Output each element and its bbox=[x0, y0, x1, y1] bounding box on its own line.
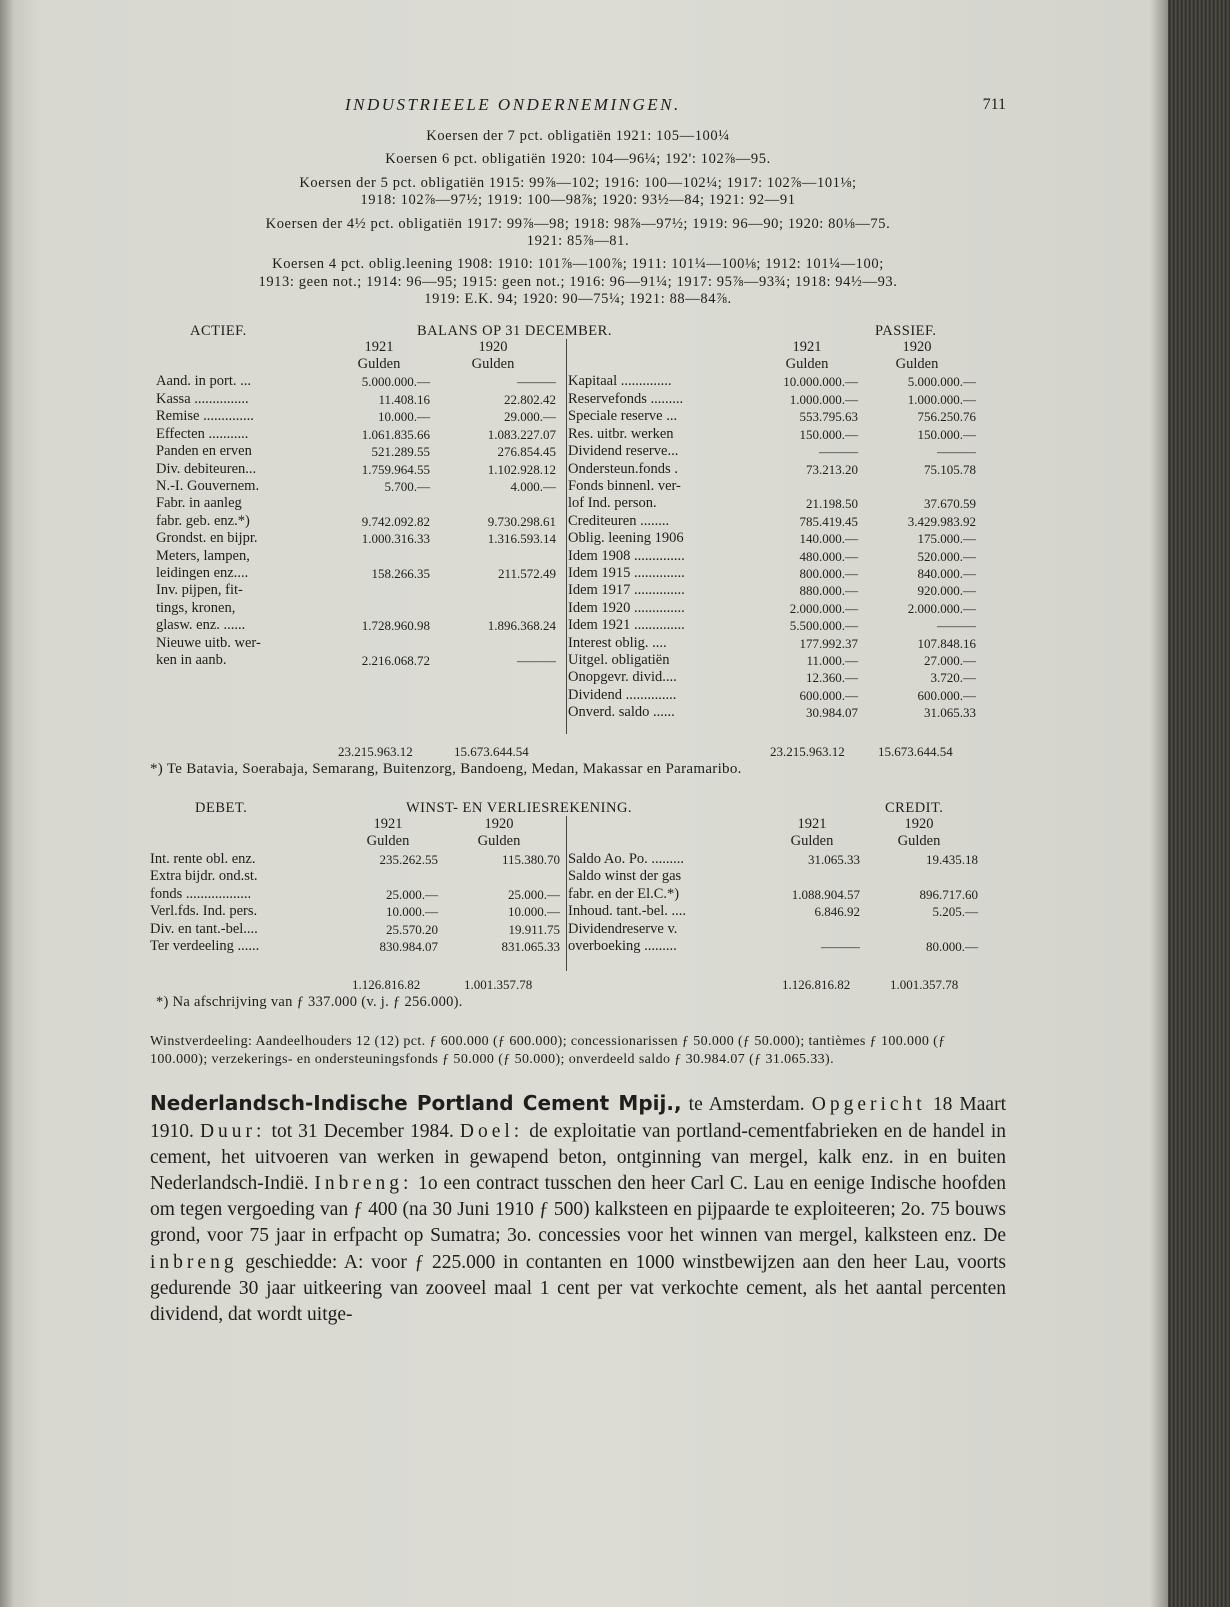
value-1921: 10.000.— bbox=[378, 409, 430, 425]
winst-headings bbox=[150, 800, 1006, 816]
value-1920 bbox=[860, 921, 978, 938]
inbreng2-label: inbreng bbox=[150, 1251, 238, 1273]
value-1920: 1.102.928.12 bbox=[487, 461, 556, 477]
value-1921: ——— bbox=[821, 938, 860, 954]
row-label: ken in aanb. bbox=[156, 651, 227, 668]
passief-row bbox=[568, 530, 976, 547]
value-1920: 2.000.000.— bbox=[907, 600, 976, 616]
row-label: Idem 1921 .............. bbox=[568, 617, 685, 634]
row-label: Crediteuren ........ bbox=[568, 512, 670, 529]
row-label: Dividend reserve... bbox=[568, 443, 679, 460]
value-1921: 1.000.000.— bbox=[789, 391, 858, 407]
currency-label: Gulden bbox=[366, 833, 410, 850]
year-1920: 1920 bbox=[478, 338, 508, 355]
value-1920: 31.065.33 bbox=[924, 705, 976, 721]
total-actief-1921: 23.215.963.12 bbox=[338, 743, 413, 759]
value-1920: 27.000.— bbox=[924, 652, 976, 668]
credit-rows bbox=[568, 851, 978, 955]
row-label: Grondst. en bijpr. bbox=[156, 530, 258, 547]
row-label: Saldo winst der gas bbox=[568, 868, 682, 885]
value-1921: 21.198.50 bbox=[806, 496, 858, 512]
year-1921: 1921 bbox=[797, 816, 827, 833]
passief-row bbox=[568, 478, 976, 495]
column-divider bbox=[566, 339, 567, 734]
passief-row bbox=[568, 426, 976, 443]
value-1921: 2.000.000.— bbox=[789, 600, 858, 616]
column-divider bbox=[566, 816, 567, 971]
row-label: Meters, lampen, bbox=[156, 547, 250, 564]
year-1920: 1920 bbox=[484, 816, 514, 833]
koersen-line: Koersen der 5 pct. obligatiën 1915: 99⅞—102; 1916: 100—102¼; 1917: 102⅞—101⅛; 1918: 102⅞—97½; 1919: 100—98⅞; 1920: 93½—84; 1921: 92—91 bbox=[299, 174, 857, 209]
value-1920: ——— bbox=[937, 618, 976, 634]
value-1920: 5.205.— bbox=[932, 904, 978, 920]
value-1920: 175.000.— bbox=[917, 531, 976, 547]
debet-side bbox=[150, 816, 560, 955]
debet-table bbox=[150, 816, 560, 955]
inbreng-text: 1o een contract tusschen den heer Carl C. Lau en eenige Indische hoofden om tegen vergoeding van ƒ 400 (na 30 Juni 1910 ƒ 500) kalksteen en pijpaarde te exploiteeren; 2o. 75 bouws grond, voor 75 jaar in erfpacht op Sumatra; 3o. concessies voor het winnen van mergel, kalksteen enz. De bbox=[150, 1173, 1006, 1247]
row-label: Aand. in port. ... bbox=[156, 373, 252, 390]
value-1921: 9.742.092.82 bbox=[361, 513, 430, 529]
value-1921 bbox=[328, 495, 430, 512]
row-label: Remise .............. bbox=[156, 408, 254, 425]
value-1921: 800.000.— bbox=[799, 565, 858, 581]
balans-footnote: *) Te Batavia, Soerabaja, Semarang, Buitenzorg, Bandoeng, Medan, Makassar en Paramaribo. bbox=[150, 760, 742, 777]
balans-totals bbox=[150, 743, 1006, 761]
row-label: Res. uitbr. werken bbox=[568, 425, 674, 442]
book-binding bbox=[1168, 0, 1230, 1607]
value-1920: 1.316.593.14 bbox=[487, 531, 556, 547]
value-1921: 235.262.55 bbox=[379, 851, 438, 867]
row-label: Oblig. leening 1906 bbox=[568, 530, 684, 547]
actief-row bbox=[156, 461, 556, 478]
page-header bbox=[150, 92, 1006, 128]
total-debet-1920: 1.001.357.78 bbox=[464, 977, 533, 993]
value-1920: 1.083.227.07 bbox=[487, 426, 556, 442]
actief-row bbox=[156, 600, 556, 617]
doel-label: Doel: bbox=[459, 1120, 524, 1142]
value-1920: 115.380.70 bbox=[501, 851, 560, 867]
value-1921 bbox=[756, 478, 858, 495]
passief-row bbox=[568, 461, 976, 478]
row-label: Uitgel. obligatiën bbox=[568, 651, 670, 668]
total-credit-1920: 1.001.357.78 bbox=[890, 977, 959, 993]
passief-heading: PASSIEF. bbox=[875, 322, 937, 339]
value-1920: ——— bbox=[517, 374, 556, 390]
inbreng2-text: geschiedde: A: voor ƒ 225.000 in contanten en 1000 winstbewijzen aan den heer Lau, voorts gedurende 30 jaar uitkeering van zooveel maal 1 cent per vat verkochte cement, als het aantal percenten dividend, dat wordt uitge- bbox=[150, 1251, 1006, 1326]
value-1920: 600.000.— bbox=[917, 687, 976, 703]
row-label: Nieuwe uitb. wer- bbox=[156, 634, 261, 651]
value-1921 bbox=[328, 548, 430, 565]
value-1921: 11.408.16 bbox=[378, 391, 430, 407]
passief-row bbox=[568, 443, 976, 460]
year-1921: 1921 bbox=[364, 338, 394, 355]
debet-row bbox=[150, 868, 560, 885]
value-1920: 4.000.— bbox=[510, 478, 556, 494]
row-label: Extra bijdr. ond.st. bbox=[150, 868, 258, 885]
inbreng-label: Inbreng: bbox=[314, 1173, 413, 1195]
actief-heading: ACTIEF. bbox=[190, 322, 247, 339]
currency-label: Gulden bbox=[897, 833, 941, 850]
row-label: Ondersteun.fonds . bbox=[568, 460, 678, 477]
credit-row bbox=[568, 903, 978, 920]
value-1920: 756.250.76 bbox=[917, 409, 976, 425]
duur-text: tot 31 December 1984. bbox=[265, 1120, 460, 1142]
value-1920: 1.896.368.24 bbox=[487, 618, 556, 634]
value-1921: 177.992.37 bbox=[799, 635, 858, 651]
passief-row bbox=[568, 669, 976, 686]
balans-title: BALANS OP 31 DECEMBER. bbox=[417, 322, 612, 339]
row-label: fabr. geb. enz.*) bbox=[156, 512, 250, 529]
actief-row bbox=[156, 617, 556, 634]
value-1921: 25.570.20 bbox=[386, 921, 438, 937]
passief-row bbox=[568, 582, 976, 599]
value-1921 bbox=[764, 921, 860, 938]
opgericht-text: 18 Maart 1910. bbox=[150, 1094, 1006, 1142]
row-label: Fonds binnenl. ver- bbox=[568, 477, 681, 494]
row-label: Idem 1917 .............. bbox=[568, 582, 685, 599]
passief-row bbox=[568, 373, 976, 390]
actief-row bbox=[156, 565, 556, 582]
balans-headings bbox=[150, 323, 1006, 339]
value-1921: 1.061.835.66 bbox=[361, 426, 430, 442]
passief-row bbox=[568, 635, 976, 652]
passief-row bbox=[568, 617, 976, 634]
value-1921: 2.216.068.72 bbox=[361, 652, 430, 668]
value-1920: 150.000.— bbox=[917, 426, 976, 442]
value-1921: 1.728.960.98 bbox=[361, 618, 430, 634]
koersen-line: Koersen 6 pct. obligatiën 1920: 104—96¼; 192': 102⅞—95. bbox=[385, 151, 771, 168]
value-1920: 840.000.— bbox=[917, 565, 976, 581]
debet-row bbox=[150, 921, 560, 938]
value-1920: 37.670.59 bbox=[924, 496, 976, 512]
actief-row bbox=[156, 426, 556, 443]
value-1921: 31.065.33 bbox=[808, 851, 860, 867]
company-entry bbox=[150, 1090, 1006, 1328]
actief-row bbox=[156, 443, 556, 460]
value-1920 bbox=[438, 868, 560, 885]
passief-table bbox=[568, 339, 976, 722]
value-1921 bbox=[328, 635, 430, 652]
credit-heading: CREDIT. bbox=[885, 800, 944, 817]
value-1921 bbox=[338, 868, 438, 885]
value-1920: 80.000.— bbox=[926, 938, 978, 954]
passief-row bbox=[568, 704, 976, 721]
row-label: Panden en erven bbox=[156, 443, 252, 460]
value-1921: 11.000.— bbox=[806, 652, 858, 668]
value-1921: 600.000.— bbox=[799, 687, 858, 703]
duur-label: Duur: bbox=[199, 1120, 266, 1142]
row-label: Onverd. saldo ...... bbox=[568, 704, 675, 721]
koersen-line: Koersen der 4½ pct. obligatiën 1917: 99⅞—98; 1918: 98⅞—97½; 1919: 96—90; 1920: 80⅛—75. 1921: 85⅞—81. bbox=[265, 215, 891, 250]
year-1920: 1920 bbox=[904, 816, 934, 833]
value-1921: 880.000.— bbox=[799, 583, 858, 599]
year-1921: 1921 bbox=[373, 816, 403, 833]
row-label: Kapitaal .............. bbox=[568, 373, 672, 390]
passief-row bbox=[568, 391, 976, 408]
value-1920: 3.429.983.92 bbox=[907, 513, 976, 529]
doel-text: de exploitatie van portland-cementfabrieken en de handel in cement, het uitvoeren van werken in gewapend beton, ontginning van mergel, kalk enz. in en buiten Nederlandsch-Indië. bbox=[150, 1120, 1007, 1195]
actief-row bbox=[156, 495, 556, 512]
value-1920: ——— bbox=[517, 652, 556, 668]
actief-row bbox=[156, 582, 556, 599]
debet-row bbox=[150, 938, 560, 955]
row-label: glasw. enz. ...... bbox=[156, 617, 246, 634]
row-label: Dividendreserve v. bbox=[568, 920, 678, 937]
value-1921: 5.000.000.— bbox=[361, 374, 430, 390]
debet-row bbox=[150, 903, 560, 920]
value-1921: 5.700.— bbox=[384, 478, 430, 494]
value-1920: 520.000.— bbox=[917, 548, 976, 564]
winst-footnote: *) Na afschrijving van ƒ 337.000 (v. j. ƒ 256.000). bbox=[156, 994, 463, 1011]
value-1921: ——— bbox=[819, 444, 858, 460]
value-1920: 22.802.42 bbox=[504, 391, 556, 407]
balans-columns bbox=[150, 339, 1006, 743]
passief-row bbox=[568, 565, 976, 582]
actief-row bbox=[156, 513, 556, 530]
running-title: INDUSTRIEELE ONDERNEMINGEN. bbox=[345, 95, 681, 114]
value-1921 bbox=[328, 582, 430, 599]
currency-label: Gulden bbox=[790, 833, 834, 850]
currency-label: Gulden bbox=[357, 356, 401, 373]
total-credit-1921: 1.126.816.82 bbox=[782, 977, 851, 993]
value-1921: 150.000.— bbox=[799, 426, 858, 442]
page-number: 711 bbox=[982, 96, 1006, 113]
total-passief-1921: 23.215.963.12 bbox=[770, 743, 845, 759]
koersen-line: Koersen der 7 pct. obligatiën 1921: 105—100¼ bbox=[426, 128, 730, 144]
row-label: Reservefonds ......... bbox=[568, 390, 684, 407]
row-label: Idem 1908 .............. bbox=[568, 547, 685, 564]
actief-table bbox=[156, 339, 556, 670]
koersen-line: Koersen 4 pct. oblig.leening 1908: 1910: 101⅞—100⅞; 1911: 101¼—100⅛; 1912: 101¼—100; 1913: geen not.; 1914: 96—95; 1915: geen not.; 1916: 96—91¼; 1917: 95⅞—93¾; 1918: 94½—93. 1919: E.K. 94; 1920: 90—75¼; 1921: 88—84⅞. bbox=[258, 256, 898, 308]
value-1920: 276.854.45 bbox=[497, 444, 556, 460]
value-1920 bbox=[858, 478, 976, 495]
winstverdeeling: Winstverdeeling: Aandeelhouders 12 (12) pct. ƒ 600.000 (ƒ 600.000); concessionarissen ƒ 50.000 (ƒ 50.000); tantièmes ƒ 100.000 (ƒ 100.000); verzekerings- en ondersteuningsfonds ƒ 50.000 (ƒ 50.000); onverdeeld saldo ƒ 30.984.07 (ƒ 31.065.33). bbox=[150, 1034, 946, 1067]
value-1920: 10.000.— bbox=[508, 904, 560, 920]
value-1920: 896.717.60 bbox=[919, 886, 978, 902]
value-1920: ——— bbox=[937, 444, 976, 460]
passief-row bbox=[568, 687, 976, 704]
currency-label: Gulden bbox=[477, 833, 521, 850]
row-label: fonds .................. bbox=[150, 885, 252, 902]
page-content bbox=[150, 92, 1006, 1348]
value-1920: 5.000.000.— bbox=[907, 374, 976, 390]
value-1921: 12.360.— bbox=[806, 670, 858, 686]
year-1921: 1921 bbox=[792, 338, 822, 355]
row-label: Onopgevr. divid.... bbox=[568, 669, 677, 686]
credit-side bbox=[568, 816, 978, 955]
value-1921: 1.759.964.55 bbox=[361, 461, 430, 477]
debet-rows bbox=[150, 851, 560, 955]
value-1921: 6.846.92 bbox=[814, 904, 860, 920]
value-1921: 480.000.— bbox=[799, 548, 858, 564]
value-1920: 29.000.— bbox=[504, 409, 556, 425]
passief-row bbox=[568, 513, 976, 530]
passief-row bbox=[568, 600, 976, 617]
credit-row bbox=[568, 886, 978, 903]
value-1921 bbox=[328, 600, 430, 617]
row-label: Inv. pijpen, fit- bbox=[156, 582, 243, 599]
opgericht-label: Opgericht bbox=[811, 1094, 926, 1116]
actief-row bbox=[156, 373, 556, 390]
credit-row bbox=[568, 851, 978, 868]
row-label: Int. rente obl. enz. bbox=[150, 850, 256, 867]
passief-row bbox=[568, 495, 976, 512]
value-1921: 10.000.000.— bbox=[783, 374, 858, 390]
debet-row bbox=[150, 851, 560, 868]
actief-row bbox=[156, 478, 556, 495]
row-label: tings, kronen, bbox=[156, 599, 236, 616]
value-1921: 158.266.35 bbox=[371, 565, 430, 581]
row-label: Saldo Ao. Po. ......... bbox=[568, 850, 685, 867]
value-1920 bbox=[860, 868, 978, 885]
value-1920 bbox=[430, 635, 556, 652]
value-1921: 830.984.07 bbox=[379, 938, 438, 954]
value-1920: 19.435.18 bbox=[926, 851, 978, 867]
passief-side bbox=[568, 339, 976, 722]
row-label: Kassa ............... bbox=[156, 390, 249, 407]
value-1920: 9.730.298.61 bbox=[487, 513, 556, 529]
actief-side bbox=[156, 339, 556, 670]
value-1921: 25.000.— bbox=[386, 886, 438, 902]
value-1921: 521.289.55 bbox=[371, 444, 430, 460]
company-name: Nederlandsch-Indische Portland Cement Mpij., bbox=[150, 1091, 682, 1116]
row-label: Fabr. in aanleg bbox=[156, 495, 242, 512]
row-label: overboeking ......... bbox=[568, 937, 677, 954]
value-1921: 73.213.20 bbox=[806, 461, 858, 477]
value-1920 bbox=[430, 495, 556, 512]
value-1920: 75.105.78 bbox=[924, 461, 976, 477]
row-label: Idem 1920 .............. bbox=[568, 599, 685, 616]
actief-row bbox=[156, 548, 556, 565]
total-passief-1920: 15.673.644.54 bbox=[878, 743, 953, 759]
total-actief-1920: 15.673.644.54 bbox=[454, 743, 529, 759]
value-1921: 553.795.63 bbox=[799, 409, 858, 425]
row-label: leidingen enz.... bbox=[156, 564, 249, 581]
value-1921: 5.500.000.— bbox=[789, 618, 858, 634]
row-label: Dividend .............. bbox=[568, 686, 677, 703]
debet-heading: DEBET. bbox=[195, 800, 248, 817]
row-label: Interest oblig. .... bbox=[568, 634, 667, 651]
actief-row bbox=[156, 652, 556, 669]
actief-rows bbox=[156, 373, 556, 669]
value-1920: 107.848.16 bbox=[917, 635, 976, 651]
value-1920: 19.911.75 bbox=[508, 921, 560, 937]
value-1921: 30.984.07 bbox=[806, 705, 858, 721]
value-1920 bbox=[430, 548, 556, 565]
row-label: Inhoud. tant.-bel. .... bbox=[568, 903, 686, 920]
row-label: Div. en tant.-bel.... bbox=[150, 920, 258, 937]
value-1920: 1.000.000.— bbox=[907, 391, 976, 407]
currency-label: Gulden bbox=[895, 356, 939, 373]
row-label: fabr. en der El.C.*) bbox=[568, 885, 680, 902]
row-label: lof Ind. person. bbox=[568, 495, 657, 512]
credit-row bbox=[568, 868, 978, 885]
company-location: te Amsterdam. bbox=[681, 1094, 812, 1116]
winst-columns bbox=[150, 816, 1006, 976]
credit-row bbox=[568, 938, 978, 955]
value-1921: 140.000.— bbox=[799, 531, 858, 547]
balans-section bbox=[150, 323, 1006, 778]
passief-rows bbox=[568, 373, 976, 721]
value-1920 bbox=[430, 582, 556, 599]
value-1920 bbox=[430, 600, 556, 617]
actief-row bbox=[156, 408, 556, 425]
actief-row bbox=[156, 391, 556, 408]
row-label: Div. debiteuren... bbox=[156, 460, 257, 477]
row-label: Verl.fds. Ind. pers. bbox=[150, 903, 258, 920]
value-1921: 785.419.45 bbox=[799, 513, 858, 529]
value-1921: 1.088.904.57 bbox=[791, 886, 860, 902]
credit-table bbox=[568, 816, 978, 955]
koersen-block bbox=[150, 128, 1006, 309]
row-label: Ter verdeeling ...... bbox=[150, 937, 260, 954]
value-1920: 211.572.49 bbox=[497, 565, 556, 581]
passief-row bbox=[568, 548, 976, 565]
value-1920: 3.720.— bbox=[930, 670, 976, 686]
winst-verlies-section bbox=[150, 800, 1006, 1011]
actief-row bbox=[156, 635, 556, 652]
actief-row bbox=[156, 530, 556, 547]
debet-row bbox=[150, 886, 560, 903]
currency-label: Gulden bbox=[785, 356, 829, 373]
currency-label: Gulden bbox=[471, 356, 515, 373]
row-label: N.-I. Gouvernem. bbox=[156, 477, 260, 494]
winst-title: WINST- EN VERLIESREKENING. bbox=[406, 800, 633, 817]
row-label: Effecten ........... bbox=[156, 425, 249, 442]
value-1920: 831.065.33 bbox=[501, 938, 560, 954]
value-1921: 10.000.— bbox=[386, 904, 438, 920]
row-label: Idem 1915 .............. bbox=[568, 564, 685, 581]
total-debet-1921: 1.126.816.82 bbox=[352, 977, 421, 993]
year-1920: 1920 bbox=[902, 338, 932, 355]
value-1921: 1.000.316.33 bbox=[361, 531, 430, 547]
row-label: Speciale reserve ... bbox=[568, 408, 678, 425]
passief-row bbox=[568, 408, 976, 425]
credit-row bbox=[568, 921, 978, 938]
value-1920: 25.000.— bbox=[508, 886, 560, 902]
value-1920: 920.000.— bbox=[917, 583, 976, 599]
winst-totals bbox=[150, 976, 1006, 994]
passief-row bbox=[568, 652, 976, 669]
value-1921 bbox=[764, 868, 860, 885]
